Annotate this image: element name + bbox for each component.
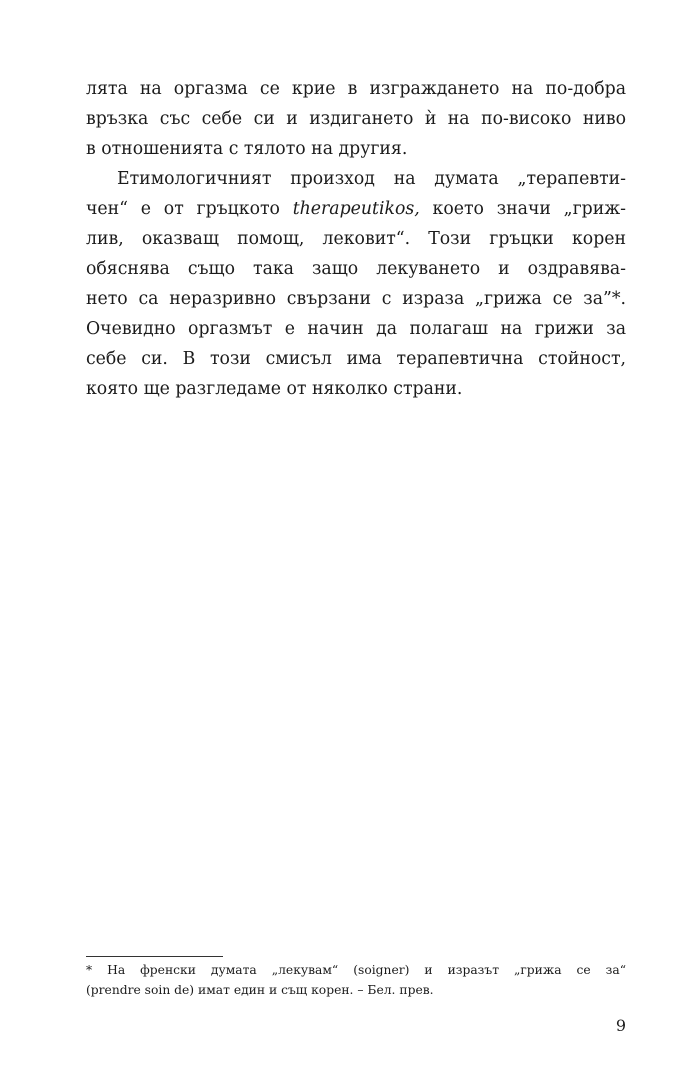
text-line: Етимологичният произход на думата „терапевти- (117, 169, 626, 189)
footnote-separator (86, 956, 223, 957)
text-segment: което значи „гриж- (419, 199, 626, 219)
text-line: връзка със себе си и издигането ѝ на по-високо ниво (86, 109, 626, 129)
footnote-line: * На френски думата „лекувам“ (soigner) и изразът „грижа се за“ (86, 963, 626, 977)
text-line: която ще разгледаме от няколко страни. (86, 379, 463, 399)
footnote (86, 960, 626, 1000)
text-line: лив, оказващ помощ, лековит“. Този гръцки корен (86, 229, 626, 249)
text-line: нето са неразривно свързани с израза „грижа се за”*. (86, 289, 626, 309)
italic-term: therapeutikos, (292, 199, 420, 219)
text-line: обяснява също така защо лекуването и оздравява- (86, 259, 626, 279)
text-line: себе си. В този смисъл има терапевтична стойност, (86, 349, 626, 369)
page-number: 9 (615, 1016, 626, 1035)
text-line: в отношенията с тялото на другия. (86, 139, 408, 159)
text-line (86, 194, 626, 224)
footnote-line: (prendre soin de) имат един и същ корен. – Бел. прев. (86, 983, 434, 997)
text-segment: чен“ е от гръцкото (86, 199, 293, 219)
text-line: лята на оргазма се крие в изграждането на по-добра (86, 79, 626, 99)
main-text (86, 74, 626, 404)
text-line: Очевидно оргазмът е начин да полагаш на грижи за (86, 319, 626, 339)
